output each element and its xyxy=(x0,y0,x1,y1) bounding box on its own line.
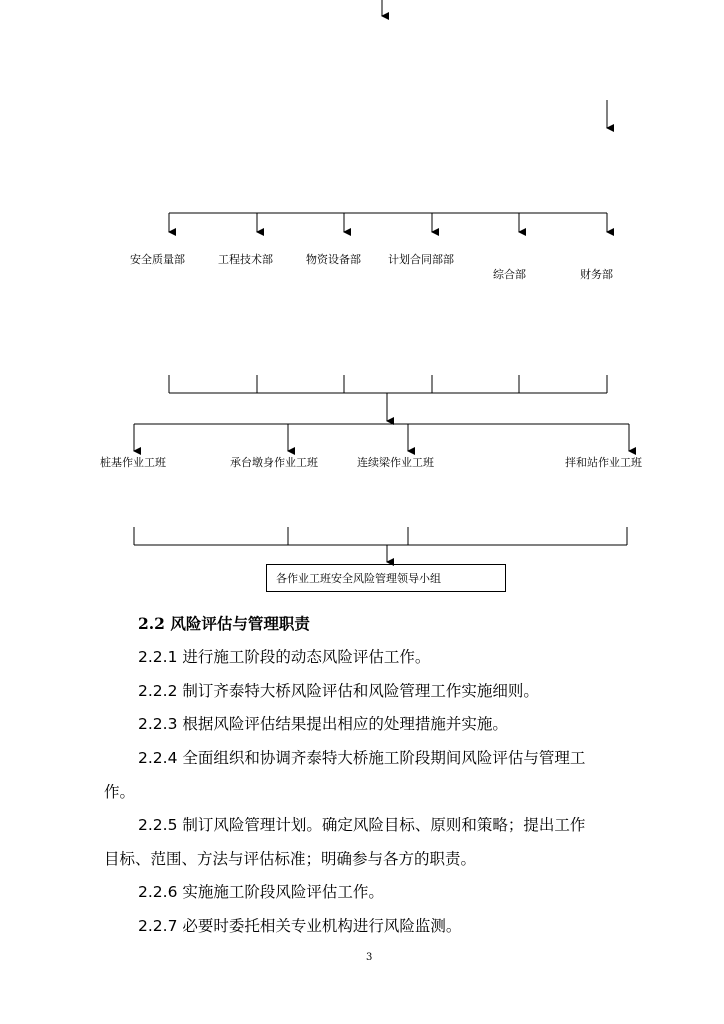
team-label-pier: 承台墩身作业工班 xyxy=(230,456,318,469)
team-label-pile: 桩基作业工班 xyxy=(100,456,166,469)
team-label-mixing: 拌和站作业工班 xyxy=(565,456,642,469)
item-2-2-1: 2.2.1 进行施工阶段的动态风险评估工作。 xyxy=(138,648,431,666)
dept-label-general: 综合部 xyxy=(493,268,526,281)
risk-leadership-group-box: 各作业工班安全风险管理领导小组 xyxy=(266,564,506,592)
item-2-2-2: 2.2.2 制订齐泰特大桥风险评估和风险管理工作实施细则。 xyxy=(138,682,539,700)
dept-label-safety: 安全质量部 xyxy=(130,253,185,266)
item-2-2-5-cont: 目标、范围、方法与评估标准；明确参与各方的职责。 xyxy=(104,850,477,868)
page-number: 3 xyxy=(366,952,373,963)
item-2-2-4-cont: 作。 xyxy=(104,783,136,801)
dept-label-finance: 财务部 xyxy=(580,268,613,281)
team-label-beam: 连续梁作业工班 xyxy=(357,456,434,469)
item-2-2-3: 2.2.3 根据风险评估结果提出相应的处理措施并实施。 xyxy=(138,715,508,733)
item-2-2-7: 2.2.7 必要时委托相关专业机构进行风险监测。 xyxy=(138,917,462,935)
dept-label-planning: 计划合同部部 xyxy=(388,253,454,266)
dept-label-engineering: 工程技术部 xyxy=(218,253,273,266)
item-2-2-6: 2.2.6 实施施工阶段风险评估工作。 xyxy=(138,883,384,901)
item-2-2-4: 2.2.4 全面组织和协调齐泰特大桥施工阶段期间风险评估与管理工 xyxy=(138,749,586,767)
dept-label-materials: 物资设备部 xyxy=(306,253,361,266)
item-2-2-5: 2.2.5 制订风险管理计划。确定风险目标、原则和策略；提出工作 xyxy=(138,816,586,834)
section-heading: 2.2 风险评估与管理职责 xyxy=(138,614,310,633)
